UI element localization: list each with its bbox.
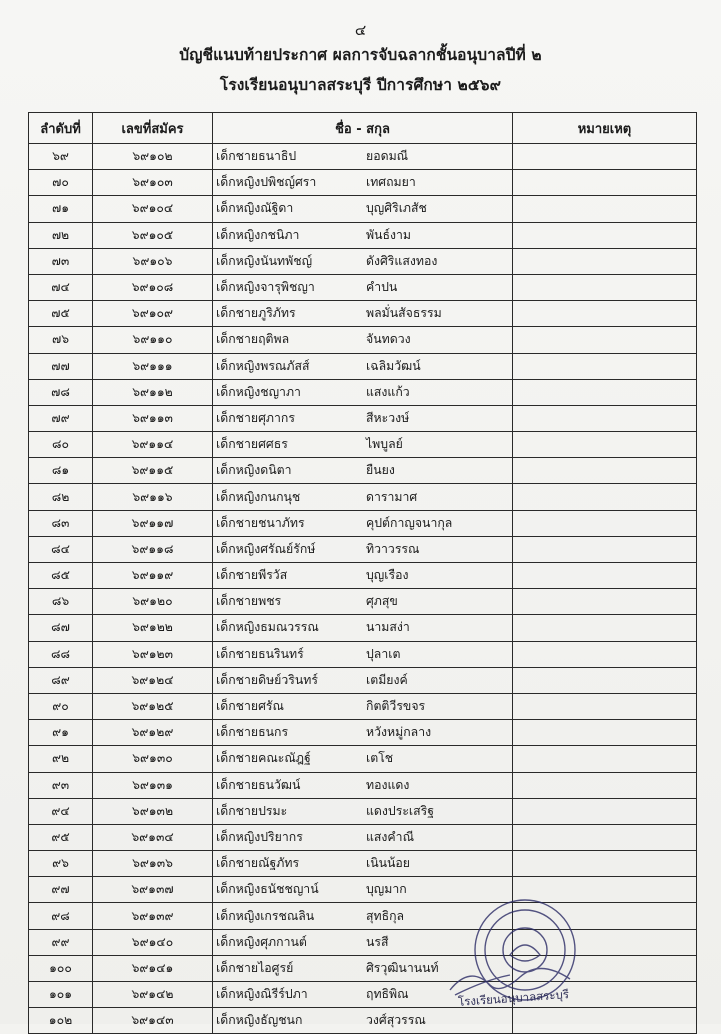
student-surname: นรสี [366,934,389,949]
remark-cell [513,589,697,615]
student-surname: แดงประเสริฐ [366,803,435,818]
application-number: ๖๙๑๐๔ [93,196,213,222]
row-number: ๗๐ [29,170,93,196]
student-first-name: เด็กหญิงปริยากร [216,829,303,844]
remark-cell [513,772,697,798]
student-name-cell [213,720,513,746]
remark-cell [513,720,697,746]
row-number: ๘๐ [29,432,93,458]
student-name-cell [213,484,513,510]
student-first-name: เด็กหญิงพรณภัสส์ [216,358,310,373]
student-first-name: เด็กหญิงศรัณย์รักษ์ [216,541,316,556]
remark-cell [513,824,697,850]
row-number: ๙๓ [29,772,93,798]
application-number: ๖๙๑๐๖ [93,248,213,274]
student-first-name: เด็กหญิงณิรีร์ปภา [216,987,308,1002]
remark-cell [513,222,697,248]
table-row [29,693,697,719]
table-row [29,274,697,300]
remark-cell [513,405,697,431]
remark-cell [513,615,697,641]
row-number: ๗๕ [29,301,93,327]
student-first-name: เด็กชายชนาภัทร [216,515,305,530]
table-row [29,432,697,458]
remark-cell [513,379,697,405]
student-surname: ยอดมณี [366,149,409,164]
student-surname: เทศถมยา [366,175,416,190]
student-name-cell [213,432,513,458]
student-surname: ดารามาศ [366,489,418,504]
remark-cell [513,693,697,719]
application-number: ๖๙๑๐๘ [93,274,213,300]
remark-cell [513,851,697,877]
student-first-name: เด็กหญิงศุภกานต์ [216,934,307,949]
student-first-name: เด็กชายธนกร [216,725,289,740]
row-number: ๘๙ [29,667,93,693]
row-number: ๗๙ [29,405,93,431]
application-number: ๖๙๑๐๙ [93,301,213,327]
remark-cell [513,536,697,562]
student-first-name: เด็กหญิงเกรชณลิน [216,908,315,923]
student-first-name: เด็กหญิงชญาภา [216,384,301,399]
col-header-remark: หมายเหตุ [513,113,697,144]
student-surname: จันทดวง [366,332,411,347]
application-number: ๖๙๑๔๑ [93,955,213,981]
table-row [29,851,697,877]
student-first-name: เด็กชายพชร [216,594,282,609]
application-number: ๖๙๑๔๒ [93,982,213,1008]
application-number: ๖๙๑๓๔ [93,824,213,850]
student-first-name: เด็กหญิงธมณวรรณ [216,620,319,635]
row-number: ๗๗ [29,353,93,379]
student-surname: แสงแก้ว [366,384,410,399]
student-first-name: เด็กหญิงนันทพัชญ์ [216,253,313,268]
remark-cell [513,563,697,589]
remark-cell [513,484,697,510]
student-surname: ปุลาเต [366,646,401,661]
row-number: ๘๔ [29,536,93,562]
student-surname: หวังหมู่กลาง [366,725,432,740]
remark-cell [513,144,697,170]
application-number: ๖๙๑๓๙ [93,903,213,929]
table-row [29,536,697,562]
student-first-name: เด็กชายดิษย์วรินทร์ [216,672,319,687]
col-header-name: ชื่อ - สกุล [213,113,513,144]
row-number: ๙๗ [29,877,93,903]
table-row [29,458,697,484]
student-surname: กิตติวีรขจร [366,699,426,714]
student-name-cell [213,772,513,798]
application-number: ๖๙๑๓๗ [93,877,213,903]
student-first-name: เด็กชายธนรินทร์ [216,646,304,661]
application-number: ๖๙๑๑๔ [93,432,213,458]
row-number: ๗๔ [29,274,93,300]
table-row [29,405,697,431]
application-number: ๖๙๑๑๑ [93,353,213,379]
row-number: ๙๙ [29,929,93,955]
application-number: ๖๙๑๔๐ [93,929,213,955]
remark-cell [513,327,697,353]
application-number: ๖๙๑๔๓ [93,1008,213,1034]
table-row [29,222,697,248]
student-first-name: เด็กชายธนวัฒน์ [216,777,301,792]
remark-cell [513,798,697,824]
remark-cell [513,301,697,327]
student-first-name: เด็กชายปรมะ [216,803,288,818]
student-surname: บุญมาก [366,882,407,897]
col-header-no: ลำดับที่ [29,113,93,144]
student-surname: ทิวาวรรณ [366,541,420,556]
student-first-name: เด็กหญิงจารุพิชญา [216,280,315,295]
table-row [29,144,697,170]
table-row [29,615,697,641]
student-surname: ยืนยง [366,463,395,478]
student-first-name: เด็กชายศศธร [216,437,288,452]
student-name-cell [213,563,513,589]
table-row [29,510,697,536]
table-row [29,484,697,510]
student-first-name: เด็กหญิงกนกนุช [216,489,301,504]
application-number: ๖๙๑๐๓ [93,170,213,196]
student-surname: คุปต์กาญจนากุล [366,515,453,530]
application-number: ๖๙๑๓๖ [93,851,213,877]
remark-cell [513,458,697,484]
table-row [29,798,697,824]
row-number: ๘๘ [29,641,93,667]
row-number: ๘๑ [29,458,93,484]
student-surname: บุญศิริเภสัช [366,201,427,216]
row-number: ๙๑ [29,720,93,746]
student-surname: เตโช [366,751,394,766]
table-row [29,248,697,274]
row-number: ๘๗ [29,615,93,641]
student-first-name: เด็กหญิงณัฐิดา [216,201,294,216]
student-surname: ฤทธิพิณ [366,987,409,1002]
student-name-cell [213,693,513,719]
row-number: ๘๕ [29,563,93,589]
row-number: ๗๓ [29,248,93,274]
student-name-cell [213,851,513,877]
student-name-cell [213,615,513,641]
student-name-cell [213,379,513,405]
application-number: ๖๙๑๒๙ [93,720,213,746]
student-first-name: เด็กชายณัฐภัทร [216,856,300,871]
student-name-cell [213,667,513,693]
row-number: ๙๘ [29,903,93,929]
student-name-cell [213,405,513,431]
student-surname: บุญเรือง [366,568,409,583]
student-name-cell [213,144,513,170]
student-surname: ดังศิริแสงทอง [366,253,438,268]
table-row [29,824,697,850]
remark-cell [513,248,697,274]
student-name-cell [213,170,513,196]
row-number: ๗๑ [29,196,93,222]
row-number: ๘๒ [29,484,93,510]
student-first-name: เด็กชายไอศูรย์ [216,960,294,975]
student-name-cell [213,824,513,850]
table-row [29,746,697,772]
remark-cell [513,196,697,222]
row-number: ๖๙ [29,144,93,170]
row-number: ๙๐ [29,693,93,719]
student-first-name: เด็กชายพีรวัส [216,568,288,583]
student-surname: ศุภสุข [366,594,398,609]
application-number: ๖๙๑๒๐ [93,589,213,615]
application-number: ๖๙๑๒๓ [93,641,213,667]
application-number: ๖๙๑๑๙ [93,563,213,589]
table-row [29,353,697,379]
table-row [29,196,697,222]
application-number: ๖๙๑๒๕ [93,693,213,719]
table-row [29,589,697,615]
table-row [29,301,697,327]
table-row [29,641,697,667]
table-row [29,563,697,589]
student-name-cell [213,353,513,379]
announcement-title: บัญชีแนบท้ายประกาศ ผลการจับฉลากชั้นอนุบาลปีที่ ๒ [179,46,542,64]
student-first-name: เด็กหญิงดนิตา [216,463,292,478]
application-number: ๖๙๑๑๘ [93,536,213,562]
application-number: ๖๙๑๑๐ [93,327,213,353]
remark-cell [513,353,697,379]
application-number: ๖๙๑๑๖ [93,484,213,510]
row-number: ๘๖ [29,589,93,615]
table-row [29,327,697,353]
student-name-cell [213,746,513,772]
table-row [29,379,697,405]
application-number: ๖๙๑๓๐ [93,746,213,772]
remark-cell [513,510,697,536]
student-surname: เตมียงค์ [366,672,408,687]
student-name-cell [213,798,513,824]
student-surname: ไพบูลย์ [366,437,403,452]
student-name-cell [213,589,513,615]
student-surname: สุทธิกุล [366,908,405,923]
student-surname: วงศ์สุวรรณ [366,1013,426,1028]
student-first-name: เด็กหญิงกชนิภา [216,227,300,242]
application-number: ๖๙๑๐๒ [93,144,213,170]
student-surname: แสงคำณี [366,829,414,844]
student-name-cell [213,222,513,248]
application-number: ๖๙๑๓๑ [93,772,213,798]
row-number: ๙๖ [29,851,93,877]
student-name-cell [213,641,513,667]
student-name-cell [213,536,513,562]
student-first-name: เด็กหญิงธนัชชญาน์ [216,882,319,897]
student-first-name: เด็กหญิงปพิชญ์ศรา [216,175,317,190]
row-number: ๗๖ [29,327,93,353]
seal-caption: โรงเรียนอนุบาลสระบุรี [457,987,570,1009]
student-surname: พลมั่นสัจธรรม [366,306,442,321]
row-number: ๗๒ [29,222,93,248]
application-number: ๖๙๑๑๒ [93,379,213,405]
row-number: ๑๐๒ [29,1008,93,1034]
student-name-cell [213,510,513,536]
row-number: ๗๘ [29,379,93,405]
application-number: ๖๙๑๒๔ [93,667,213,693]
table-row [29,170,697,196]
student-surname: เฉลิมวัฒน์ [366,358,421,373]
table-header-row [29,113,697,144]
application-number: ๖๙๑๑๓ [93,405,213,431]
remark-cell [513,641,697,667]
student-name-cell [213,327,513,353]
student-name-cell [213,248,513,274]
student-first-name: เด็กชายคณะณัฎฐ์ [216,751,311,766]
student-first-name: เด็กชายศุภากร [216,410,295,425]
row-number: ๙๔ [29,798,93,824]
row-number: ๑๐๑ [29,982,93,1008]
application-number: ๖๙๑๑๕ [93,458,213,484]
remark-cell [513,274,697,300]
student-surname: สีหะวงษ์ [366,410,410,425]
student-surname: คำปน [366,280,398,295]
application-number: ๖๙๑๒๒ [93,615,213,641]
student-surname: ทองแดง [366,777,410,792]
school-year-subtitle: โรงเรียนอนุบาลสระบุรี ปีการศึกษา ๒๕๖๙ [219,76,502,94]
row-number: ๑๐๐ [29,955,93,981]
application-number: ๖๙๑๓๒ [93,798,213,824]
remark-cell [513,667,697,693]
student-first-name: เด็กชายศรัณ [216,699,284,714]
student-first-name: เด็กหญิงธัญชนก [216,1013,303,1028]
page-number: ๔ [354,21,367,39]
table-row [29,667,697,693]
student-name-cell [213,274,513,300]
student-surname: ศิรวุฒินานนท์ [366,960,439,975]
student-first-name: เด็กชายภูริภัทร [216,306,296,321]
row-number: ๘๓ [29,510,93,536]
student-surname: เนินน้อย [366,856,411,871]
student-name-cell [213,458,513,484]
remark-cell [513,432,697,458]
remark-cell [513,746,697,772]
remark-cell [513,170,697,196]
student-surname: พันธ์งาม [366,227,412,242]
student-first-name: เด็กชายธนาธิป [216,149,297,164]
row-number: ๙๒ [29,746,93,772]
table-row [29,772,697,798]
student-name-cell [213,196,513,222]
row-number: ๙๕ [29,824,93,850]
application-number: ๖๙๑๐๕ [93,222,213,248]
col-header-application-no: เลขที่สมัคร [93,113,213,144]
student-name-cell [213,301,513,327]
student-surname: นามสง่า [366,620,410,635]
application-number: ๖๙๑๑๗ [93,510,213,536]
table-row [29,720,697,746]
student-first-name: เด็กชายฤติพล [216,332,290,347]
